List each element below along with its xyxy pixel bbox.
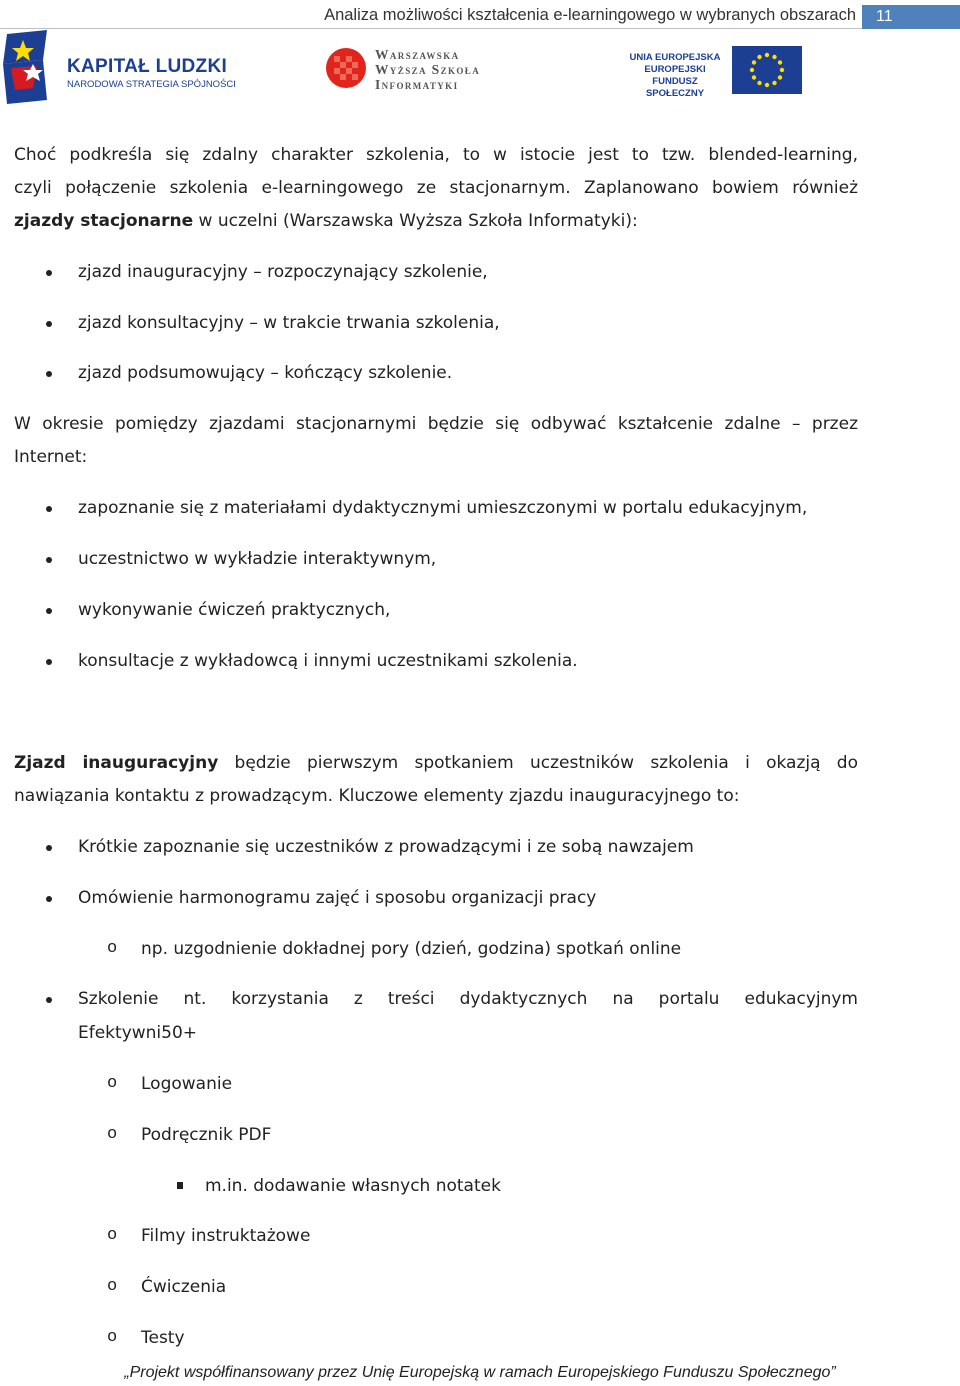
bullet-icon: [46, 997, 52, 1003]
intro-bold: zjazdy stacjonarne: [14, 211, 194, 231]
sub-list-item: Testy: [141, 1328, 185, 1348]
inaug-line-1-rest: będzie pierwszym spotkaniem uczestników szkolenia i okazją do: [218, 753, 858, 773]
kapital-ludzki-flag-icon: [3, 30, 63, 104]
sub-bullet-marker: o: [107, 1328, 118, 1347]
list-item: uczestnictwo w wykładzie interaktywnym,: [78, 549, 437, 569]
intro-line-3: [14, 205, 858, 238]
eu-text: [622, 52, 728, 100]
eu-logo: [622, 46, 804, 99]
bullet-icon: [46, 659, 52, 665]
bullet-icon: [46, 557, 52, 563]
kapital-ludzki-logo: [3, 30, 243, 106]
kapital-ludzki-title: KAPITAŁ LUDZKI: [67, 56, 228, 77]
sub-sub-list-item: m.in. dodawanie własnych notatek: [205, 1176, 501, 1196]
sub-bullet-marker: o: [107, 1074, 118, 1093]
list-item: Krótkie zapoznanie się uczestników z prowadzącymi i ze sobą nawzajem: [78, 837, 694, 857]
sub-bullet-marker: o: [107, 1125, 118, 1144]
list-item: konsultacje z wykładowcą i innymi uczestnikami szkolenia.: [78, 651, 578, 671]
list-item: zjazd konsultacyjny – w trakcie trwania szkolenia,: [78, 313, 500, 333]
list-item: Szkolenie nt. korzystania z treści dydaktycznych na portalu edukacyjnym: [78, 989, 858, 1009]
intro-line-2: czyli połączenie szkolenia e-learningowego ze stacjonarnym. Zaplanowano bowiem również: [14, 178, 858, 198]
bullet-icon: [46, 845, 52, 851]
sub-bullet-marker: o: [107, 1226, 118, 1245]
eu-line-1: UNIA EUROPEJSKA: [629, 52, 721, 63]
wwsi-line-2: Wyższa Szkoła: [375, 62, 481, 77]
bullet-icon: [46, 896, 52, 902]
between-line-1: W okresie pomiędzy zjazdami stacjonarnymi będzie się odbywać kształcenie zdalne – przez: [14, 414, 858, 434]
sub-list-item: Podręcznik PDF: [141, 1125, 272, 1145]
list-item: zjazd inauguracyjny – rozpoczynający szkolenie,: [78, 262, 488, 282]
sub-list-item: Filmy instruktażowe: [141, 1226, 311, 1246]
bullet-icon: [46, 371, 52, 377]
sub-list-item: Ćwiczenia: [141, 1277, 227, 1297]
bullet-icon: [46, 608, 52, 614]
list-item: zjazd podsumowujący – kończący szkolenie.: [78, 363, 453, 383]
sub-bullet-marker: o: [107, 1277, 118, 1296]
intro-line-3-rest: w uczelni (Warszawska Wyższa Szkoła Informatyki):: [193, 211, 638, 231]
page-footer: „Projekt współfinansowany przez Unię Europejską w ramach Europejskiego Funduszu Społecznego”: [124, 1364, 836, 1381]
list-item: zapoznanie się z materiałami dydaktycznymi umieszczonymi w portalu edukacyjnym,: [78, 498, 808, 518]
intro-line-1: Choć podkreśla się zdalny charakter szkolenia, to w istocie jest to tzw. blended-learning,: [14, 145, 858, 165]
inaug-line-1: [14, 747, 858, 780]
list-item: Omówienie harmonogramu zajęć i sposobu organizacji pracy: [78, 888, 597, 908]
bullet-icon: [46, 270, 52, 276]
list-item: wykonywanie ćwiczeń praktycznych,: [78, 600, 391, 620]
list-item-continuation: Efektywni50+: [78, 1023, 198, 1043]
wwsi-line-1: Warszawska: [375, 47, 460, 62]
eu-line-2: EUROPEJSKI: [644, 64, 706, 75]
sub-list-item: np. uzgodnienie dokładnej pory (dzień, godzina) spotkań online: [141, 939, 682, 959]
bullet-icon: [46, 506, 52, 512]
inaug-line-2: nawiązania kontaktu z prowadzącym. Kluczowe elementy zjazdu inauguracyjnego to:: [14, 786, 740, 806]
eu-line-3: FUNDUSZ SPOŁECZNY: [645, 76, 705, 99]
wwsi-logo: [325, 45, 495, 97]
bullet-icon: [46, 321, 52, 327]
wwsi-name: [375, 47, 480, 92]
sub-bullet-marker: o: [107, 939, 118, 958]
between-line-2: Internet:: [14, 447, 88, 467]
sub-list-item: Logowanie: [141, 1074, 233, 1094]
page-number: 11: [862, 5, 960, 29]
wwsi-line-3: Informatyki: [375, 77, 459, 92]
running-header-title: Analiza możliwości kształcenia e-learningowego w wybranych obszarach: [324, 6, 856, 24]
inaug-bold: Zjazd inauguracyjny: [14, 753, 219, 773]
eu-flag-icon: [732, 46, 802, 94]
square-bullet-icon: [177, 1182, 183, 1189]
wwsi-mosaic-icon: [325, 47, 367, 89]
kapital-ludzki-subtitle: NARODOWA STRATEGIA SPÓJNOŚCI: [67, 79, 236, 90]
header-divider: [0, 28, 862, 29]
